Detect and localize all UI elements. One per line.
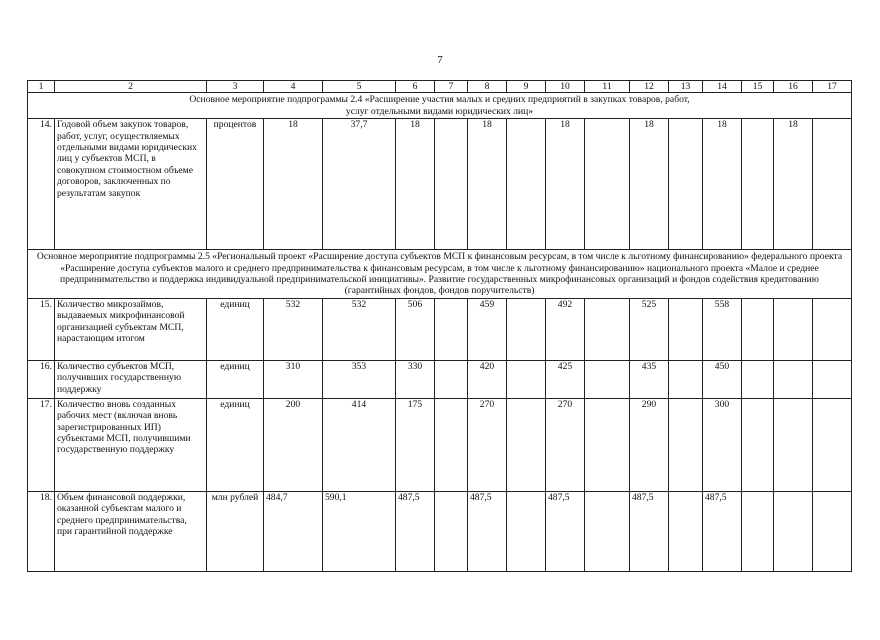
value-cell xyxy=(669,119,703,250)
page-number: 7 xyxy=(437,54,443,66)
value-cell xyxy=(585,360,630,398)
value-cell xyxy=(435,398,468,491)
value-cell: 18 xyxy=(468,119,507,250)
value-cell xyxy=(585,491,630,571)
value-cell xyxy=(774,360,813,398)
value-cell xyxy=(435,298,468,360)
value-cell: 37,7 xyxy=(323,119,396,250)
section-heading: Основное мероприятие подпрограммы 2.4 «Расширение участия малых и средних предприятий в закупках товаров, работ, услуг отдельными видами юридических лиц» xyxy=(28,93,852,119)
row-number: 14. xyxy=(28,119,55,250)
indicator-name: Годовой объем закупок товаров, работ, услуг, осуществляемых отдельными видами юридических лиц у субъектов МСП, в совокупном стоимостном объеме договоров, заключенных по результатам закупок xyxy=(55,119,207,250)
value-cell xyxy=(774,398,813,491)
value-cell: 450 xyxy=(703,360,742,398)
value-cell xyxy=(507,398,546,491)
value-cell xyxy=(435,491,468,571)
column-number: 7 xyxy=(435,81,468,93)
value-cell: 532 xyxy=(323,298,396,360)
value-cell xyxy=(669,360,703,398)
value-cell xyxy=(742,491,774,571)
indicator-name: Количество субъектов МСП, получивших государственную поддержку xyxy=(55,360,207,398)
value-cell: 435 xyxy=(630,360,669,398)
value-cell: 270 xyxy=(546,398,585,491)
column-number: 10 xyxy=(546,81,585,93)
value-cell: 330 xyxy=(396,360,435,398)
value-cell: 484,7 xyxy=(264,491,323,571)
column-number: 5 xyxy=(323,81,396,93)
value-cell xyxy=(507,298,546,360)
column-number: 15 xyxy=(742,81,774,93)
column-number: 11 xyxy=(585,81,630,93)
value-cell xyxy=(813,119,852,250)
value-cell: 18 xyxy=(546,119,585,250)
column-number: 1 xyxy=(28,81,55,93)
value-cell xyxy=(435,119,468,250)
unit-cell: единиц xyxy=(207,298,264,360)
table-row xyxy=(28,360,852,398)
value-cell: 310 xyxy=(264,360,323,398)
value-cell xyxy=(813,398,852,491)
indicator-name: Объем финансовой поддержки, оказанной субъектам малого и среднего предпринимательства, при гарантийной поддержке xyxy=(55,491,207,571)
column-number: 4 xyxy=(264,81,323,93)
section-row xyxy=(28,250,852,299)
column-number: 3 xyxy=(207,81,264,93)
value-cell xyxy=(435,360,468,398)
column-number: 6 xyxy=(396,81,435,93)
column-number: 12 xyxy=(630,81,669,93)
row-number: 15. xyxy=(28,298,55,360)
value-cell: 492 xyxy=(546,298,585,360)
value-cell xyxy=(507,360,546,398)
value-cell xyxy=(742,360,774,398)
column-numbers-row xyxy=(28,81,852,93)
value-cell xyxy=(813,298,852,360)
value-cell: 270 xyxy=(468,398,507,491)
value-cell xyxy=(742,298,774,360)
value-cell: 558 xyxy=(703,298,742,360)
table-row xyxy=(28,119,852,250)
unit-cell: процентов xyxy=(207,119,264,250)
row-number: 18. xyxy=(28,491,55,571)
row-number: 17. xyxy=(28,398,55,491)
value-cell: 487,5 xyxy=(468,491,507,571)
value-cell: 525 xyxy=(630,298,669,360)
section-heading: Основное мероприятие подпрограммы 2.5 «Региональный проект «Расширение доступа субъектов МСП к финансовым ресурсам, в том числе к льготному финансированию» федерального проекта «Расширение доступа субъектов малого и среднего предпринимательства к финансовым ресурсам, в том числе к льготному финансированию» национального проекта «Малое и среднее предпринимательство и поддержка индивидуальной предпринимательской инициативы». Развитие государственных микрофинансовых организаций и фондов содействия кредитованию (гарантийных фондов, фондов поручительств) xyxy=(28,250,852,299)
value-cell xyxy=(585,298,630,360)
value-cell: 200 xyxy=(264,398,323,491)
column-number: 8 xyxy=(468,81,507,93)
value-cell: 18 xyxy=(630,119,669,250)
indicators-table xyxy=(27,80,852,572)
value-cell: 487,5 xyxy=(630,491,669,571)
value-cell: 175 xyxy=(396,398,435,491)
column-number: 17 xyxy=(813,81,852,93)
value-cell: 459 xyxy=(468,298,507,360)
value-cell xyxy=(813,360,852,398)
table-row xyxy=(28,398,852,491)
value-cell xyxy=(742,398,774,491)
indicator-name: Количество вновь созданных рабочих мест (включая вновь зарегистрированных ИП) субъектами МСП, получившими государственную поддержку xyxy=(55,398,207,491)
value-cell xyxy=(813,491,852,571)
value-cell xyxy=(507,491,546,571)
value-cell: 290 xyxy=(630,398,669,491)
value-cell: 353 xyxy=(323,360,396,398)
table-row xyxy=(28,298,852,360)
value-cell: 590,1 xyxy=(323,491,396,571)
value-cell xyxy=(507,119,546,250)
section-row xyxy=(28,93,852,119)
value-cell xyxy=(669,398,703,491)
value-cell: 18 xyxy=(774,119,813,250)
column-number: 14 xyxy=(703,81,742,93)
value-cell xyxy=(585,398,630,491)
value-cell: 18 xyxy=(264,119,323,250)
value-cell: 18 xyxy=(396,119,435,250)
value-cell xyxy=(774,298,813,360)
column-number: 2 xyxy=(55,81,207,93)
value-cell: 414 xyxy=(323,398,396,491)
column-number: 9 xyxy=(507,81,546,93)
value-cell xyxy=(774,491,813,571)
value-cell xyxy=(585,119,630,250)
table-row xyxy=(28,491,852,571)
unit-cell: единиц xyxy=(207,398,264,491)
value-cell: 487,5 xyxy=(703,491,742,571)
unit-cell: единиц xyxy=(207,360,264,398)
value-cell xyxy=(669,491,703,571)
value-cell: 506 xyxy=(396,298,435,360)
value-cell xyxy=(669,298,703,360)
row-number: 16. xyxy=(28,360,55,398)
column-number: 16 xyxy=(774,81,813,93)
value-cell: 420 xyxy=(468,360,507,398)
value-cell xyxy=(742,119,774,250)
column-number: 13 xyxy=(669,81,703,93)
value-cell: 487,5 xyxy=(396,491,435,571)
value-cell: 532 xyxy=(264,298,323,360)
unit-cell: млн рублей xyxy=(207,491,264,571)
indicator-name: Количество микрозаймов, выдаваемых микрофинансовой организацией субъектам МСП, нарастающим итогом xyxy=(55,298,207,360)
value-cell: 425 xyxy=(546,360,585,398)
value-cell: 300 xyxy=(703,398,742,491)
value-cell: 18 xyxy=(703,119,742,250)
value-cell: 487,5 xyxy=(546,491,585,571)
